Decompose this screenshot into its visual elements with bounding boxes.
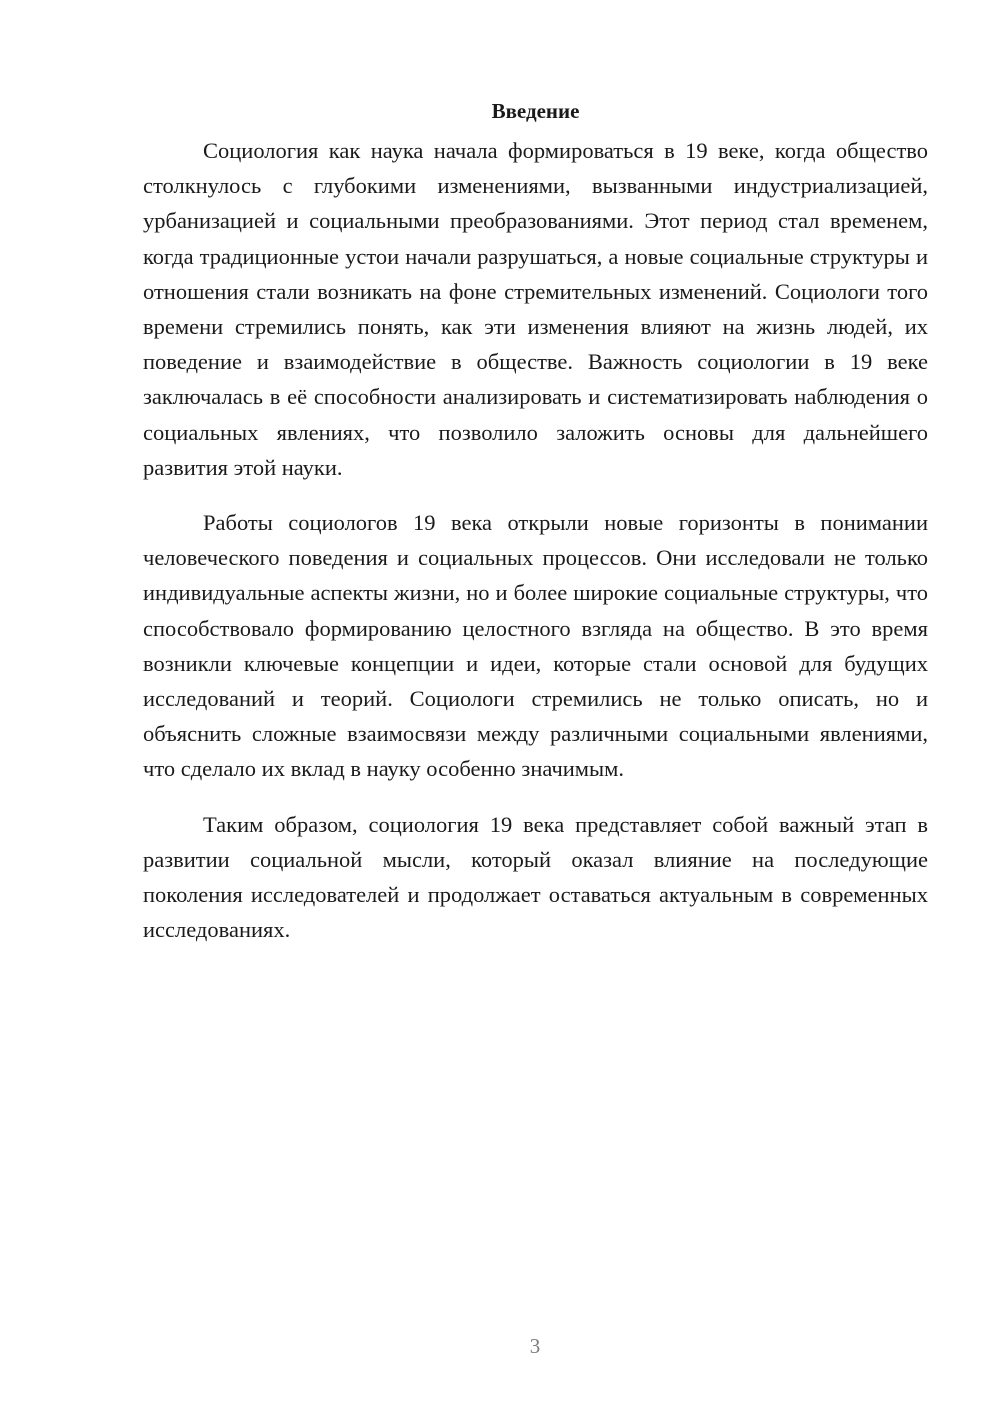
paragraph-1: Социология как наука начала формироваться в 19 веке, когда общество столкнулось с глубокими изменениями, вызванными индустриализацией, урбанизацией и социальными преобразованиями. Этот период стал временем, когда традиционные устои начали разрушаться, а новые социальные структуры и отношения стали возникать на фоне стремительных изменений. Социологи того времени стремились понять, как эти изменения влияют на жизнь людей, их поведение и взаимодействие в обществе. Важность социологии в 19 веке заключалась в её способности анализировать и систематизировать наблюдения о социальных явлениях, что позволило заложить основы для дальнейшего развития этой науки. [143,138,928,480]
page-content [143,96,928,947]
paragraph-3: Таким образом, социология 19 века представляет собой важный этап в развитии социальной мысли, который оказал влияние на последующие поколения исследователей и продолжает оставаться актуальным в современных исследованиях. [143,811,928,943]
section-title: Введение [491,99,580,123]
paragraph-2: Работы социологов 19 века открыли новые горизонты в понимании человеческого поведения и социальных процессов. Они исследовали не только индивидуальные аспекты жизни, но и более широкие социальные структуры, что способствовало формированию целостного взгляда на общество. В это время возникли ключевые концепции и идеи, которые стали основой для будущих исследований и теорий. Социологи стремились не только описать, но и объяснить сложные взаимосвязи между различными социальными явлениями, что сделало их вклад в науку особенно значимым. [143,510,928,782]
page-number: 3 [529,1334,541,1358]
